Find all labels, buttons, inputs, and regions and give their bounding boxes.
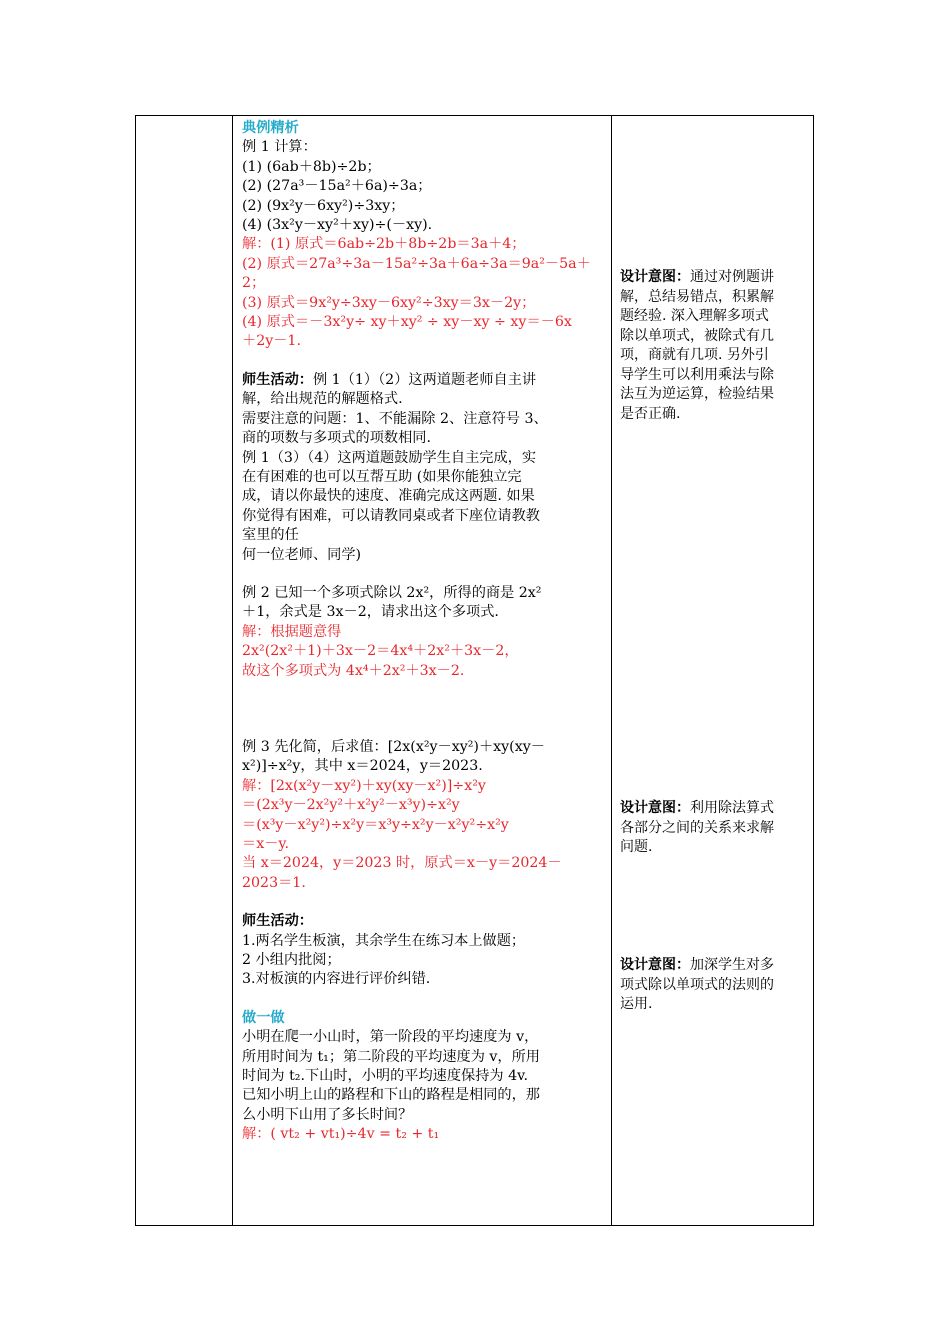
example-2-line: 例 2 已知一个多项式除以 2x²，所得的商是 2x² [242, 584, 542, 601]
example-3-solution-line: ＝(2x³y－2x²y²＋x²y²－x³y)÷x²y [242, 797, 460, 814]
activity-line: 成，请以你最快的速度、准确完成这两题. 如果 [242, 488, 535, 505]
example-2-line: ＋1，余式是 3x－2，请求出这个多项式. [242, 604, 499, 621]
try-it-solution: 解：( vt₂ + vt₁)÷4v = t₂ + t₁ [242, 1126, 440, 1143]
design-note-line: 解，总结易错点，积累解 [620, 288, 774, 305]
teacher-student-activity-2 [242, 912, 604, 990]
activity-line: 在有困难的也可以互帮互助 (如果你能独立完 [242, 468, 522, 485]
try-it-line: 所用时间为 t₁；第二阶段的平均速度为 v，所用 [242, 1048, 540, 1065]
try-it-line: 么小明下山用了多长时间？ [242, 1106, 413, 1123]
design-note-line: 除以单项式，被除式有几 [620, 327, 774, 344]
design-note-3 [620, 956, 808, 1015]
try-it-line: 已知小明上山的路程和下山的路程是相同的，那 [242, 1087, 540, 1104]
design-note-1 [620, 268, 808, 424]
design-note-line: 问题. [620, 839, 653, 855]
try-it-section [242, 1009, 604, 1145]
example-3-solution-line: ＝x－y. [242, 836, 290, 852]
design-note-2 [620, 799, 808, 858]
design-note-line: 通过对例题讲 [690, 269, 774, 285]
design-note-line: 法互为逆运算，检验结果 [620, 386, 774, 402]
activity-line: 商的项数与多项式的项数相同. [242, 430, 431, 447]
design-note-line: 利用除法算式 [690, 800, 774, 816]
examples-heading: 典例精析 [242, 120, 299, 136]
activity-line: 1.两名学生板演，其余学生在练习本上做题； [242, 932, 526, 949]
activity-label: 师生活动： [242, 371, 313, 388]
try-it-heading: 做一做 [242, 1009, 285, 1026]
activity-line: 2 小组内批阅； [242, 952, 341, 969]
example-2-solution-line: 2x²(2x²＋1)＋3x－2＝4x⁴＋2x²＋3x－2， [242, 643, 519, 660]
design-note-line: 各部分之间的关系来求解 [620, 819, 774, 836]
design-note-line: 项式除以单项式的法则的 [620, 976, 774, 993]
design-note-label: 设计意图： [620, 800, 690, 816]
example-2-solution-line: 解：根据题意得 [242, 623, 342, 640]
activity-line: 需要注意的问题：1、不能漏除 2、注意符号 3、 [242, 410, 548, 427]
try-it-line: 小明在爬一小山时，第一阶段的平均速度为 v， [242, 1029, 539, 1046]
activity-line: 何一位老师、同学) [242, 546, 362, 563]
design-note-line: 运用. [620, 996, 653, 1012]
example-2 [242, 584, 604, 681]
example-1-item: (4) (3x²y－xy²＋xy)÷(－xy). [242, 217, 433, 234]
activity-line: 3.对板演的内容进行评价纠错. [242, 971, 431, 988]
activity-label: 师生活动： [242, 913, 313, 930]
column-divider-right [611, 116, 612, 1225]
design-note-line: 导学生可以利用乘法与除 [620, 366, 774, 383]
example-1-item: (2) (27a³－15a²＋6a)÷3a； [242, 178, 432, 195]
examples-column [242, 119, 604, 1145]
activity-line: 解，给出规范的解题格式. [242, 391, 403, 408]
teacher-student-activity-1 [242, 371, 604, 565]
activity-line: 室里的任 [242, 527, 299, 544]
example-3-solution-line: 当 x＝2024，y＝2023 时，原式＝x－y＝2024－ [242, 855, 562, 872]
example-1-solution-line: 2； [242, 275, 266, 292]
example-1-solution-line: (3) 原式＝9x²y÷3xy－6xy²÷3xy＝3x－2y； [242, 294, 536, 311]
design-note-line: 是否正确. [620, 405, 681, 422]
column-divider-left [232, 116, 233, 1225]
example-3 [242, 738, 604, 893]
example-1-solution-line: (2) 原式＝27a³÷3a－15a²÷3a＋6a÷3a＝9a²－5a＋ [242, 255, 591, 272]
example-1 [242, 138, 604, 351]
try-it-line: 时间为 t₂.下山时，小明的平均速度保持为 4v. [242, 1068, 528, 1085]
design-note-line: 项，商就有几项. 另外引 [620, 347, 769, 363]
example-3-solution-line: 解：[2x(x²y－xy²)＋xy(xy－x²)]÷x²y [242, 777, 486, 794]
example-1-solution-line: ＋2y－1. [242, 333, 301, 350]
design-note-label: 设计意图： [620, 957, 690, 973]
example-1-solution-line: 解：(1) 原式＝6ab÷2b＋8b÷2b＝3a＋4； [242, 236, 526, 253]
design-note-label: 设计意图： [620, 269, 690, 285]
example-3-line: x²)]÷x²y，其中 x＝2024，y＝2023. [242, 758, 483, 775]
example-3-solution-line: 2023＝1. [242, 874, 306, 891]
lesson-table [135, 115, 814, 1226]
example-1-title: 例 1 计算： [242, 139, 317, 156]
activity-line: 例 1（1）（2）这两道题老师自主讲 [312, 371, 537, 388]
design-note-line: 题经验. 深入理解多项式 [620, 308, 769, 324]
activity-line: 你觉得有困难，可以请教同桌或者下座位请教教 [242, 507, 540, 524]
example-2-solution-line: 故这个多项式为 4x⁴＋2x²＋3x－2. [242, 662, 465, 679]
activity-line: 例 1（3）（4）这两道题鼓励学生自主完成，实 [242, 449, 537, 466]
example-3-solution-line: ＝(x³y－x²y²)÷x²y＝x³y÷x²y－x²y²÷x²y [242, 816, 509, 833]
example-1-item: (2) (9x²y－6xy²)÷3xy； [242, 197, 405, 214]
design-note-line: 加深学生对多 [690, 957, 774, 973]
example-1-item: (1) (6ab＋8b)÷2b； [242, 158, 381, 175]
example-3-line: 例 3 先化简，后求值：[2x(x²y－xy²)＋xy(xy－ [242, 738, 545, 755]
example-1-solution-line: (4) 原式＝－3x²y÷ xy＋xy² ÷ xy－xy ÷ xy＝－6x [242, 314, 572, 331]
